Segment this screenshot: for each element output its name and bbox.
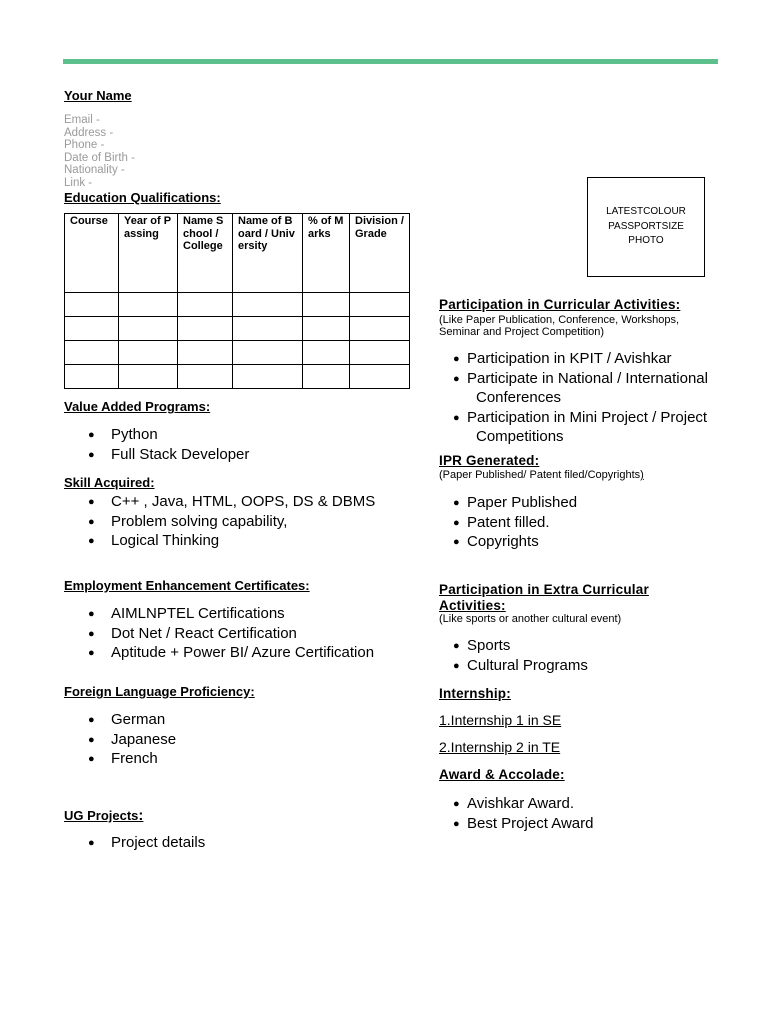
table-row xyxy=(65,317,410,341)
bullet-icon: ● xyxy=(453,516,460,529)
column-header: Course xyxy=(65,214,119,293)
ipr-list xyxy=(439,493,739,552)
internship-heading: Internship: xyxy=(439,686,511,701)
list-item: ● French xyxy=(64,749,404,769)
address-field: Address - xyxy=(64,126,114,139)
ipr-note: (Paper Published/ Patent filed/Copyrights) xyxy=(439,469,644,481)
bullet-icon: ● xyxy=(88,837,95,849)
list-item: ● AIMLNPTEL Certifications xyxy=(64,604,424,624)
column-header: Year of Passing xyxy=(119,214,178,293)
bullet-icon: ● xyxy=(88,714,95,726)
bullet-icon: ● xyxy=(88,448,95,461)
education-table xyxy=(64,213,410,389)
list-item: ● C++ , Java, HTML, OOPS, DS & DBMS xyxy=(64,492,424,512)
value-added-heading: Value Added Programs: xyxy=(64,399,211,414)
list-item: ● Paper Published xyxy=(439,493,739,513)
list-item: ● Logical Thinking xyxy=(64,531,424,551)
bullet-icon: ● xyxy=(88,515,95,528)
internship-item-1: 1.Internship 1 in SE xyxy=(439,712,562,728)
photo-label-line1: LATESTCOLOUR xyxy=(606,206,686,218)
list-item: ● Cultural Programs xyxy=(439,656,739,676)
bullet-icon: ● xyxy=(453,372,460,385)
skills-heading: Skill Acquired: xyxy=(64,475,155,490)
list-item: ● Sports xyxy=(439,636,739,656)
column-header: Division / Grade xyxy=(350,214,410,293)
list-item: ● German xyxy=(64,710,404,730)
languages-heading: Foreign Language Proficiency: xyxy=(64,684,255,699)
nationality-field: Nationality - xyxy=(64,164,125,177)
bullet-icon: ● xyxy=(453,411,460,424)
value-added-list xyxy=(64,425,404,464)
extra-curricular-heading: Participation in Extra Curricular Activities: xyxy=(439,582,649,613)
list-item: ● Best Project Award xyxy=(439,814,739,834)
table-row xyxy=(65,293,410,317)
skills-list xyxy=(64,492,424,551)
table-row xyxy=(65,341,410,365)
list-item: ● Japanese xyxy=(64,730,404,750)
top-accent-bar xyxy=(63,59,718,64)
dob-field: Date of Birth - xyxy=(64,151,135,164)
education-heading: Education Qualifications: xyxy=(64,190,221,205)
contact-fields xyxy=(64,114,135,190)
list-item: ● Dot Net / React Certification xyxy=(64,624,424,644)
bullet-icon: ● xyxy=(453,353,460,365)
employment-heading: Employment Enhancement Certificates: xyxy=(64,578,310,593)
curricular-list xyxy=(439,349,739,447)
bullet-icon: ● xyxy=(88,535,95,547)
bullet-icon: ● xyxy=(88,496,95,508)
name-heading: Your Name xyxy=(64,88,132,103)
employment-list xyxy=(64,604,424,663)
list-item: ● Problem solving capability, xyxy=(64,512,424,532)
photo-label-line3: PHOTO xyxy=(628,235,664,247)
internship-item-2: 2.Internship 2 in TE xyxy=(439,739,561,755)
phone-field: Phone - xyxy=(64,139,105,152)
photo-label-line2: PASSPORTSIZE xyxy=(608,220,684,232)
bullet-icon: ● xyxy=(453,640,460,652)
list-item: ● Participation in Mini Project / Project Competitions xyxy=(453,408,708,445)
list-item: ● Aptitude + Power BI/ Azure Certification xyxy=(64,643,424,663)
bullet-icon: ● xyxy=(88,647,95,659)
curricular-heading: Participation in Curricular Activities: xyxy=(439,297,681,312)
link-field: Link - xyxy=(64,176,93,189)
bullet-icon: ● xyxy=(453,659,460,672)
column-header: Name of Board / University xyxy=(233,214,303,293)
list-item: ● Participation in KPIT / Avishkar xyxy=(439,349,739,369)
curricular-note: (Like Paper Publication, Conference, Workshops, Seminar and Project Competition) xyxy=(439,314,680,338)
awards-list xyxy=(439,794,739,833)
ug-projects-list xyxy=(64,833,404,853)
awards-heading: Award & Accolade: xyxy=(439,767,565,782)
ipr-heading: IPR Generated: xyxy=(439,453,540,468)
bullet-icon: ● xyxy=(453,536,460,548)
list-item: ● Avishkar Award. xyxy=(439,794,739,814)
extra-curricular-list xyxy=(439,636,739,675)
bullet-icon: ● xyxy=(88,608,95,620)
column-header: % of Marks xyxy=(303,214,350,293)
table-row xyxy=(65,365,410,389)
email-field: Email - xyxy=(64,114,100,126)
photo-placeholder xyxy=(587,177,705,277)
list-item: ● Project details xyxy=(64,833,404,853)
list-item: ● Patent filled. xyxy=(439,513,739,533)
column-header: Name School / College xyxy=(178,214,233,293)
extra-curricular-note: (Like sports or another cultural event) xyxy=(439,613,622,625)
bullet-icon: ● xyxy=(88,753,95,765)
bullet-icon: ● xyxy=(88,627,95,640)
ug-projects-heading: UG Projects: xyxy=(64,807,144,824)
list-item: ● Python xyxy=(64,425,404,445)
table-header-row xyxy=(65,214,410,293)
bullet-icon: ● xyxy=(88,429,95,441)
bullet-icon: ● xyxy=(453,817,460,830)
bullet-icon: ● xyxy=(453,798,460,810)
list-item: ● Copyrights xyxy=(439,532,739,552)
list-item: ● Participate in National / International Conferences xyxy=(453,369,708,406)
bullet-icon: ● xyxy=(453,497,460,509)
languages-list xyxy=(64,710,404,769)
bullet-icon: ● xyxy=(88,733,95,746)
list-item: ● Full Stack Developer xyxy=(64,445,404,465)
